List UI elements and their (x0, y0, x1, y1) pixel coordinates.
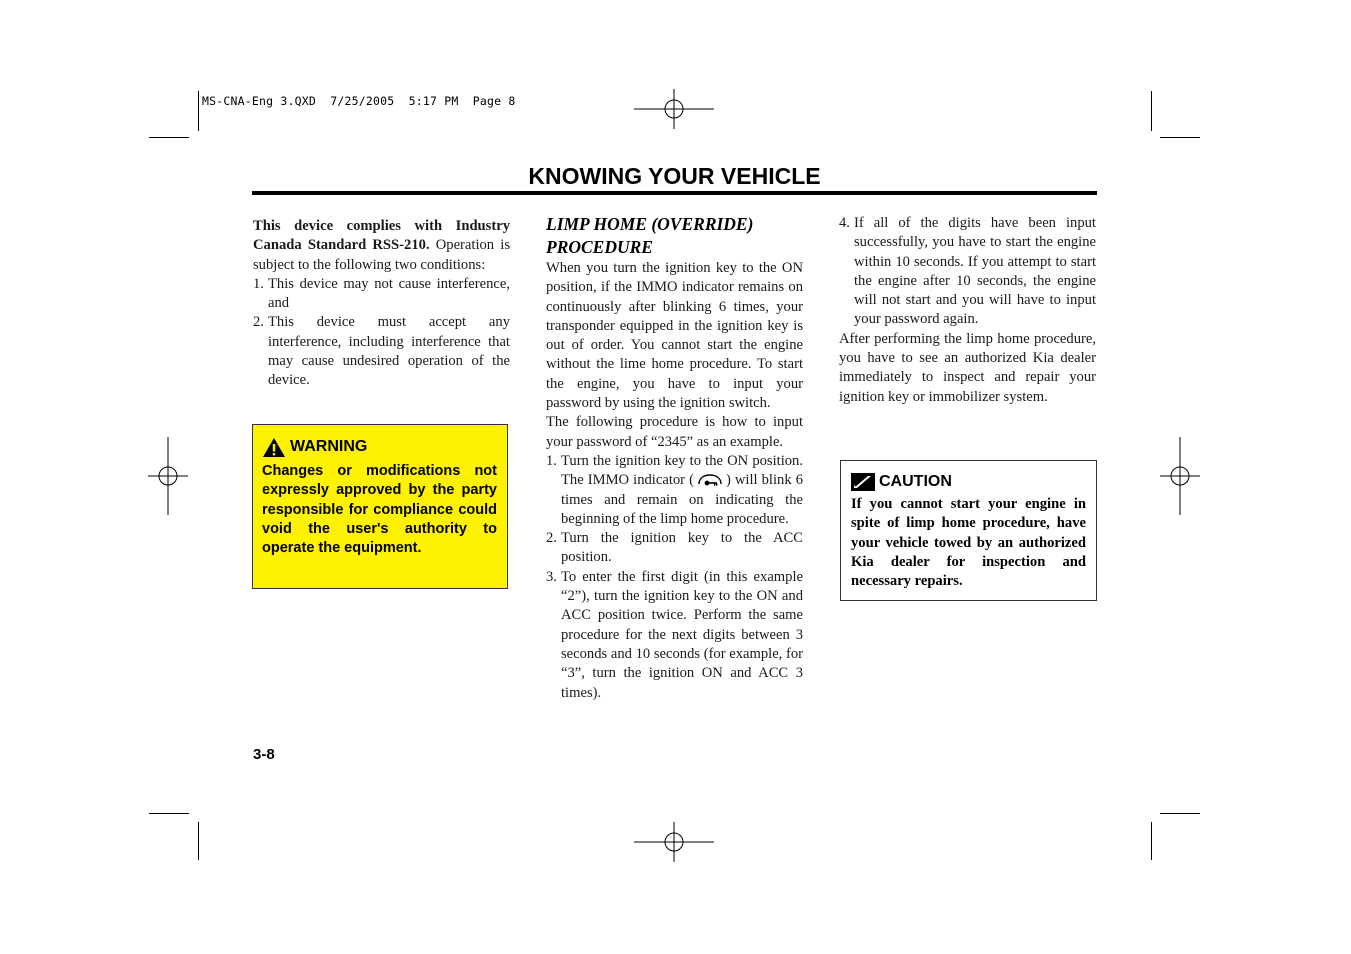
procedure-step (546, 529, 803, 568)
procedure-title (546, 213, 803, 258)
warning-body: Changes or modifications not expressly approved by the party responsible for compliance could void the user's authority to operate the equipment. (262, 463, 497, 557)
list-item (253, 275, 510, 314)
crop-mark (1151, 91, 1152, 131)
header-rule (252, 191, 1097, 195)
step-text-a: Turn the ignition key to the ON position. The IMMO indicator ( (561, 452, 803, 489)
procedure-step (546, 568, 803, 703)
warning-triangle-icon (262, 437, 286, 458)
registration-mark-right (1160, 437, 1200, 515)
crop-mark (198, 822, 199, 860)
column-right (839, 214, 1096, 407)
crop-mark (198, 91, 199, 131)
print-slug: MS-CNA-Eng 3.QXD 7/25/2005 5:17 PM Page 8 (202, 94, 516, 108)
procedure-step (839, 214, 1096, 330)
list-number: 2. (253, 314, 264, 331)
registration-mark-top (634, 89, 714, 129)
step-number: 2. (546, 530, 557, 547)
caution-box (840, 460, 1097, 601)
warning-box (252, 424, 508, 589)
caution-label: CAUTION (879, 473, 952, 490)
list-text: This device may not cause interference, and (268, 275, 510, 312)
registration-mark-bottom (634, 822, 714, 862)
list-number: 1. (253, 275, 264, 292)
list-item (253, 313, 510, 390)
step-text: Turn the ignition key to the ACC position. (561, 530, 803, 566)
crop-mark (1151, 822, 1152, 860)
step-number: 3. (546, 568, 557, 585)
after-procedure-paragraph: After performing the limp home procedure, you have to see an authorized Kia dealer immediately to inspect and repair your ignition key or immobilizer system. (839, 330, 1096, 405)
caution-pen-icon (851, 473, 875, 491)
procedure-step (546, 452, 803, 529)
caution-header (851, 471, 1086, 493)
crop-mark (149, 813, 189, 814)
procedure-intro: When you turn the ignition key to the ON position, if the IMMO indicator remains on continuously after blinking 6 times, your transponder equipped in the ignition key is out of order. You cannot start the engine without the lime home procedure. To start the engine, you have to input your password by using the ignition switch. (546, 260, 803, 412)
crop-mark (149, 137, 189, 138)
step-number: 4. (839, 215, 850, 231)
page-number: 3-8 (253, 746, 275, 763)
immo-key-icon (696, 473, 724, 489)
procedure-intro2: The following procedure is how to input your password of “2345” as an example. (546, 414, 803, 450)
warning-header (262, 436, 497, 458)
step-text-b: ) will blink 6 times and remain on indicating the beginning of the limp home procedure. (561, 472, 803, 527)
step-number: 1. (546, 452, 557, 469)
compliance-bold: This device complies with Industry Canada Standard RSS-210. (253, 218, 510, 254)
crop-mark (1160, 813, 1200, 814)
warning-label: WARNING (290, 438, 368, 455)
step-text: If all of the digits have been input successfully, you have to start the engine within 10 seconds. If you attempt to start the engine after 10 seconds, the engine will not start and you will have to input your password again. (854, 215, 1096, 328)
step-text: To enter the first digit (in this example “2”), turn the ignition key to the ON and ACC position twice. Perform the same procedure for the next digits between 3 seconds and 10 seconds (for example, for “3”, turn the ignition ON and ACC 3 times). (561, 568, 803, 701)
crop-mark (1160, 137, 1200, 138)
compliance-rest: Operation is subject to the following two conditions: (253, 237, 511, 273)
column-left (253, 217, 510, 391)
procedure-title-line1: LIMP HOME (OVERRIDE) (546, 214, 754, 234)
list-text: This device must accept any interference, including interference that may cause undesired operation of the device. (268, 314, 510, 389)
procedure-title-line2: PROCEDURE (546, 236, 653, 257)
caution-body: If you cannot start your engine in spite of limp home procedure, have your vehicle towed by an authorized Kia dealer for inspection and necessary repairs. (851, 496, 1086, 590)
registration-mark-left (148, 437, 188, 515)
compliance-paragraph (253, 217, 510, 275)
section-header-title: KNOWING YOUR VEHICLE (528, 163, 821, 189)
column-middle (546, 213, 803, 703)
